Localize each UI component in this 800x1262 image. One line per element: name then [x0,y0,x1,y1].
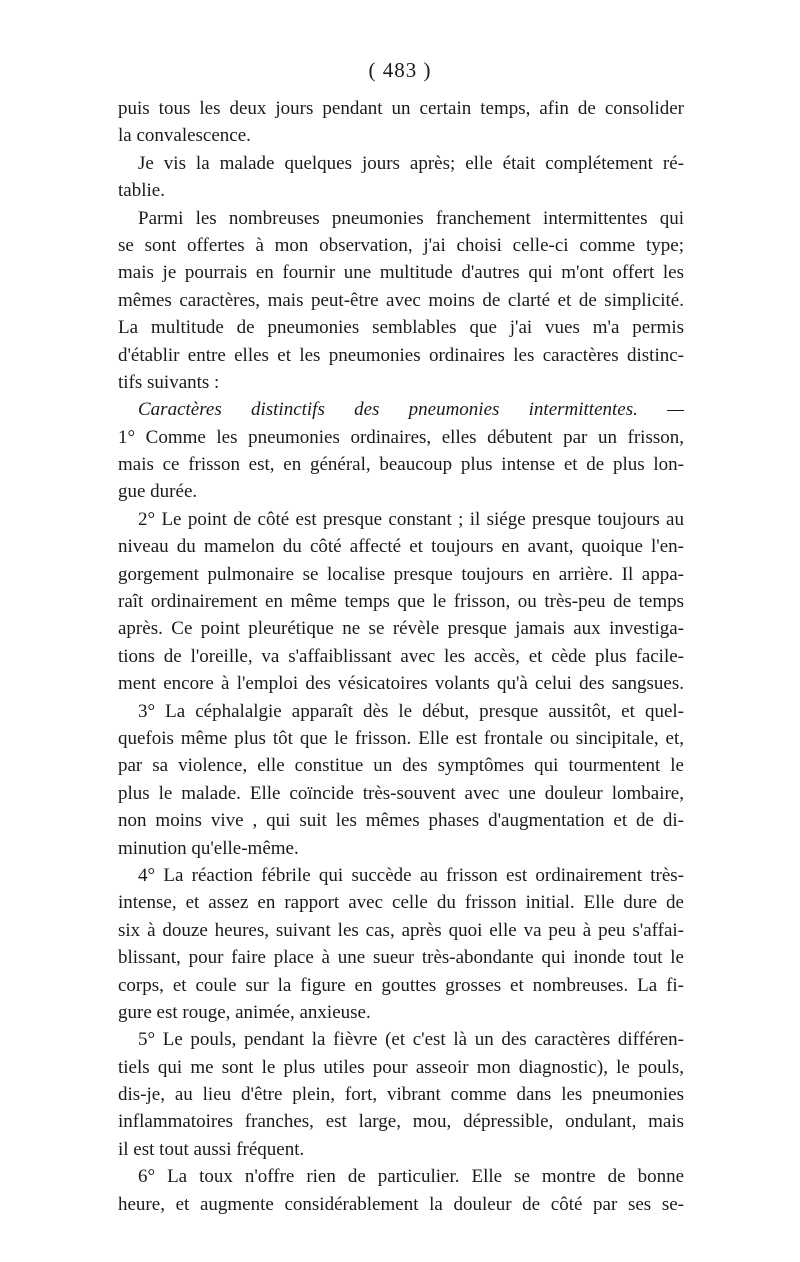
text-line: minution qu'elle-même. [118,837,299,859]
section-heading-line: Caractères distinctifs des pneumonies intermittentes. — [138,399,684,421]
text-line: 3° La céphalalgie apparaît dès le début, presque aussitôt, et quel- [138,700,684,722]
text-line: 1° Comme les pneumonies ordinaires, elles débutent par un frisson, [118,426,684,448]
text-line: puis tous les deux jours pendant un certain temps, afin de consolider [118,98,684,119]
text-line: niveau du mamelon du côté affecté et toujours en avant, quoique l'en- [118,536,684,558]
text-line: tifs suivants : [118,371,220,393]
text-line: blissant, pour faire place à une sueur très-abondante qui inonde tout le [118,947,684,969]
text-line: 6° La toux n'offre rien de particulier. Elle se montre de bonne [138,1166,684,1188]
text-line: corps, et coule sur la figure en gouttes grosses et nombreuses. La fi- [118,974,684,996]
text-line: quefois même plus tôt que le frisson. Elle est frontale ou sincipitale, et, [118,727,684,749]
text-line: 5° Le pouls, pendant la fièvre (et c'est là un des caractères différen- [138,1029,684,1051]
text-line: raît ordinairement en même temps que le frisson, ou très-peu de temps [118,591,684,613]
text-line: intense, et assez en rapport avec celle du frisson initial. Elle dure de [118,892,684,914]
text-line: gorgement pulmonaire se localise presque toujours en arrière. Il appa- [118,563,684,585]
text-line: inflammatoires franches, est large, mou, dépressible, ondulant, mais [118,1111,684,1133]
text-line: gure est rouge, animée, anxieuse. [118,1001,371,1023]
text-line: mais ce frisson est, en général, beaucoup plus intense et de plus lon- [118,454,684,476]
text-line: gue durée. [118,481,198,503]
text-line: non moins vive , qui suit les mêmes phases d'augmentation et de di- [118,810,684,832]
text-line: 2° Le point de côté est presque constant ; il siége presque toujours au [138,508,684,530]
text-line: Parmi les nombreuses pneumonies franchement intermittentes qui [138,207,684,229]
page-number: ( 483 ) [368,58,432,82]
text-line: d'établir entre elles et les pneumonies ordinaires les caractères distinc- [118,344,684,366]
text-line: par sa violence, elle constitue un des symptômes qui tourmentent le [118,755,684,777]
text-line: tablie. [118,180,165,202]
text-line: heure, et augmente considérablement la douleur de côté par ses se- [118,1193,684,1215]
text-line: après. Ce point pleurétique ne se révèle presque jamais aux investiga- [118,618,684,640]
text-line: dis-je, au lieu d'être plein, fort, vibrant comme dans les pneumonies [118,1084,684,1106]
text-line: la convalescence. [118,125,251,147]
text-line: ment encore à l'emploi des vésicatoires volants qu'à celui des sangsues. [118,673,684,695]
text-line: 4° La réaction fébrile qui succède au frisson est ordinairement très- [138,864,684,886]
text-line: mais je pourrais en fournir une multitude d'autres qui m'ont offert les [118,262,684,284]
text-line: tions de l'oreille, va s'affaiblissant avec les accès, et cède plus facile- [118,645,684,667]
text-line: il est tout aussi fréquent. [118,1138,305,1160]
text-line: tiels qui me sont le plus utiles pour asseoir mon diagnostic), le pouls, [118,1056,684,1078]
text-line: plus le malade. Elle coïncide très-souvent avec une douleur lombaire, [118,782,684,804]
text-line: Je vis la malade quelques jours après; elle était complétement ré- [138,152,684,174]
text-line: six à douze heures, suivant les cas, après quoi elle va peu à peu s'affai- [118,919,684,941]
body-text [118,95,684,1218]
text-line: La multitude de pneumonies semblables que j'ai vues m'a permis [118,317,684,339]
text-line: se sont offertes à mon observation, j'ai choisi celle-ci comme type; [118,234,684,256]
text-line: mêmes caractères, mais peut-être avec moins de clarté et de simplicité. [118,289,684,311]
